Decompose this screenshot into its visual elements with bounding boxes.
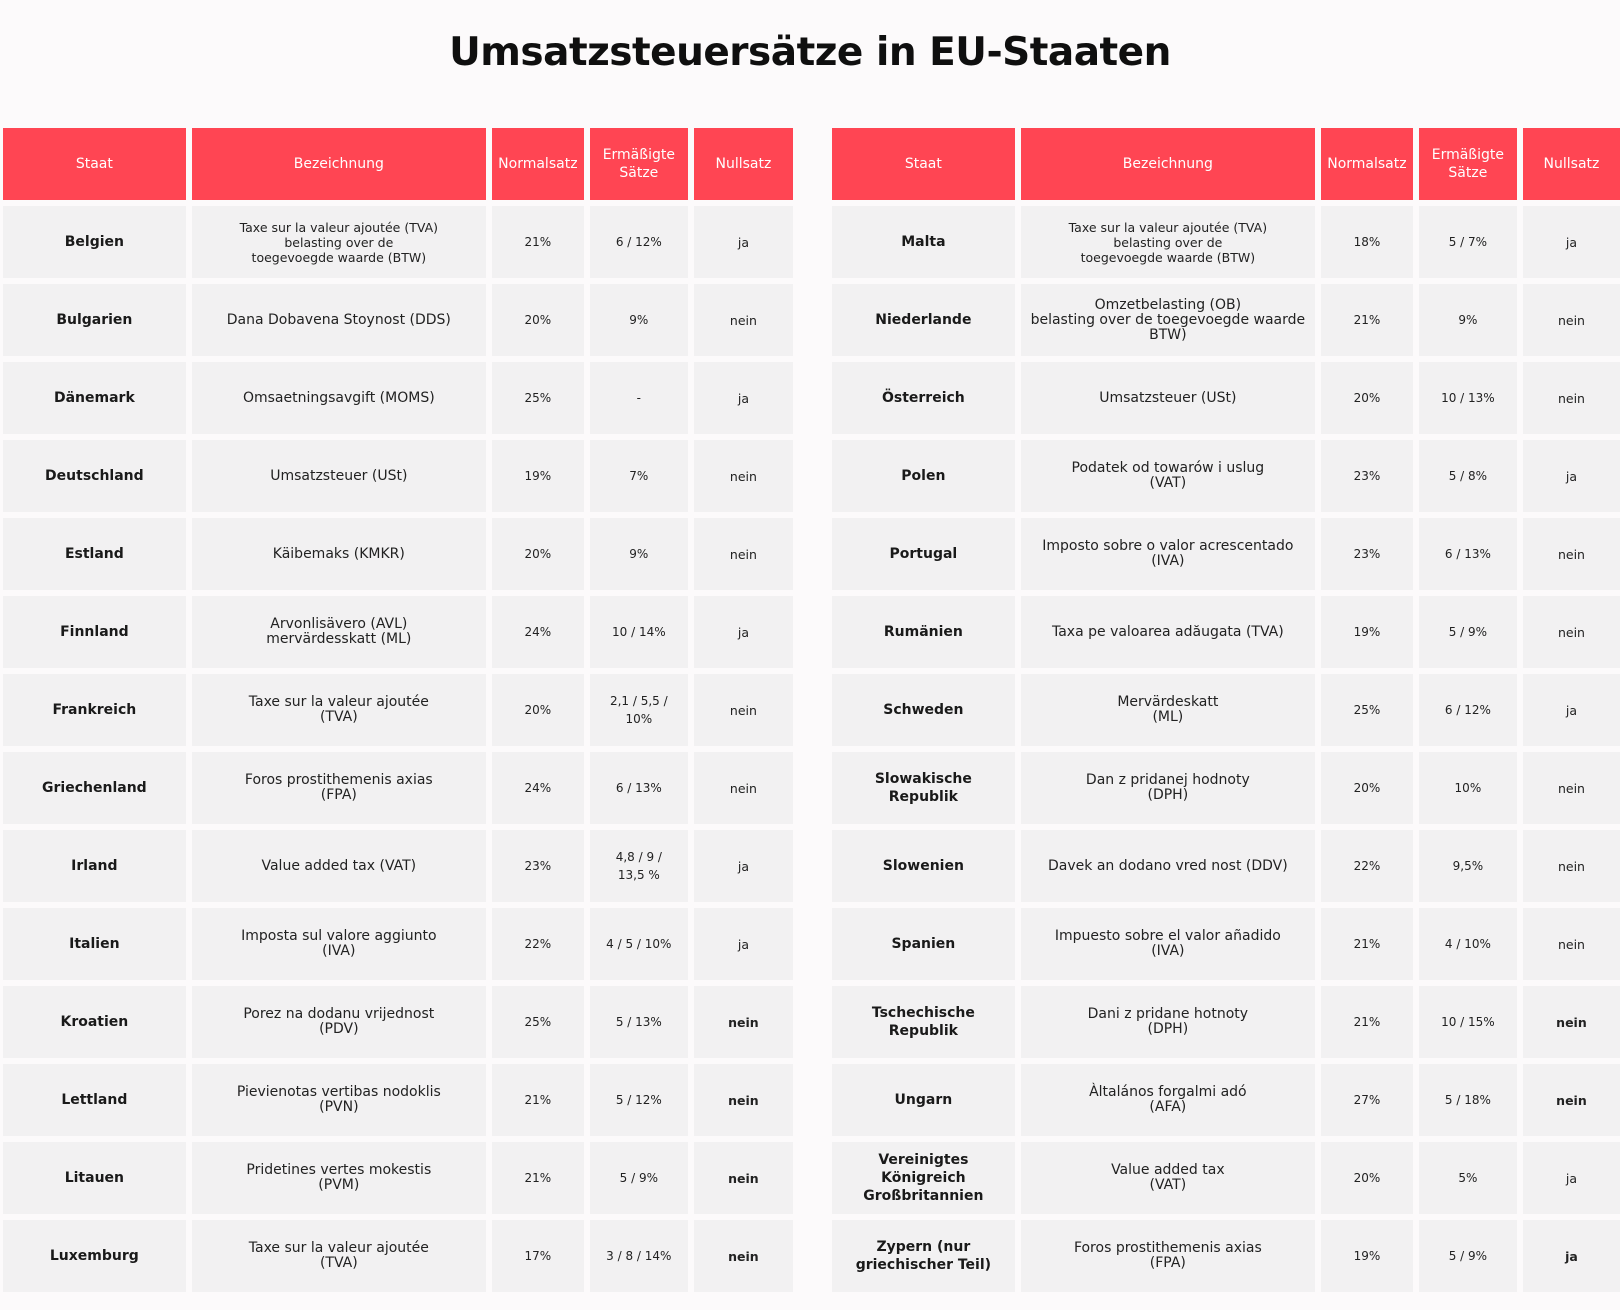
table-row [832, 674, 1620, 746]
cell-designation: Porez na dodanu vrijednost (PDV) [192, 986, 486, 1058]
cell-state: Luxemburg [3, 1220, 186, 1292]
table-body-left [3, 206, 793, 1292]
cell-zero-rate: ja [1523, 674, 1620, 746]
cell-reduced-rates: 10 / 15% [1419, 986, 1517, 1058]
table-row [3, 596, 793, 668]
cell-zero-rate: nein [694, 284, 793, 356]
cell-designation: Podatek od towarów i uslug (VAT) [1021, 440, 1315, 512]
cell-state: Dänemark [3, 362, 186, 434]
table-row [3, 440, 793, 512]
cell-standard-rate: 21% [492, 1142, 584, 1214]
cell-standard-rate: 23% [1321, 518, 1413, 590]
header-reduced-rates: Ermäßigte Sätze [590, 128, 688, 200]
table-row [3, 674, 793, 746]
cell-reduced-rates: 4 / 10% [1419, 908, 1517, 980]
cell-designation: Taxe sur la valeur ajoutée (TVA) belasting over de toegevoegde waarde (BTW) [192, 206, 486, 278]
cell-state: Niederlande [832, 284, 1015, 356]
cell-standard-rate: 25% [1321, 674, 1413, 746]
table-row [3, 986, 793, 1058]
cell-reduced-rates: 5 / 9% [1419, 1220, 1517, 1292]
cell-designation: Foros prostithemenis axias (FPA) [1021, 1220, 1315, 1292]
cell-reduced-rates: 5% [1419, 1142, 1517, 1214]
cell-state: Belgien [3, 206, 186, 278]
cell-standard-rate: 20% [1321, 752, 1413, 824]
cell-zero-rate: nein [1523, 1064, 1620, 1136]
table-row [832, 1142, 1620, 1214]
cell-reduced-rates: 5 / 18% [1419, 1064, 1517, 1136]
cell-standard-rate: 20% [492, 518, 584, 590]
cell-standard-rate: 24% [492, 752, 584, 824]
cell-designation: Taxe sur la valeur ajoutée (TVA) [192, 674, 486, 746]
table-row [832, 440, 1620, 512]
cell-zero-rate: nein [1523, 830, 1620, 902]
header-state: Staat [3, 128, 186, 200]
cell-reduced-rates: - [590, 362, 688, 434]
cell-standard-rate: 21% [1321, 986, 1413, 1058]
cell-zero-rate: nein [1523, 596, 1620, 668]
cell-designation: Davek an dodano vred nost (DDV) [1021, 830, 1315, 902]
cell-state: Irland [3, 830, 186, 902]
cell-state: Kroatien [3, 986, 186, 1058]
cell-designation: Käibemaks (KMKR) [192, 518, 486, 590]
cell-designation: Dana Dobavena Stoynost (DDS) [192, 284, 486, 356]
cell-reduced-rates: 10% [1419, 752, 1517, 824]
cell-state: Schweden [832, 674, 1015, 746]
cell-reduced-rates: 6 / 12% [1419, 674, 1517, 746]
cell-standard-rate: 25% [492, 986, 584, 1058]
cell-zero-rate: nein [1523, 284, 1620, 356]
cell-reduced-rates: 5 / 7% [1419, 206, 1517, 278]
cell-state: Malta [832, 206, 1015, 278]
cell-zero-rate: nein [694, 752, 793, 824]
cell-state: Polen [832, 440, 1015, 512]
cell-designation: Mervärdeskatt (ML) [1021, 674, 1315, 746]
header-standard-rate: Normalsatz [1321, 128, 1413, 200]
cell-reduced-rates: 6 / 12% [590, 206, 688, 278]
cell-zero-rate: nein [694, 674, 793, 746]
header-standard-rate: Normalsatz [492, 128, 584, 200]
cell-state: Griechenland [3, 752, 186, 824]
cell-standard-rate: 25% [492, 362, 584, 434]
cell-standard-rate: 17% [492, 1220, 584, 1292]
cell-designation: Imposto sobre o valor acrescentado (IVA) [1021, 518, 1315, 590]
cell-zero-rate: nein [1523, 986, 1620, 1058]
cell-designation: Value added tax (VAT) [192, 830, 486, 902]
cell-zero-rate: nein [694, 1142, 793, 1214]
cell-reduced-rates: 4 / 5 / 10% [590, 908, 688, 980]
vat-table-left [0, 122, 799, 1298]
cell-zero-rate: ja [694, 908, 793, 980]
cell-state: Zypern (nur griechischer Teil) [832, 1220, 1015, 1292]
cell-zero-rate: nein [694, 440, 793, 512]
cell-state: Lettland [3, 1064, 186, 1136]
table-row [3, 206, 793, 278]
cell-reduced-rates: 2,1 / 5,5 / 10% [590, 674, 688, 746]
cell-reduced-rates: 6 / 13% [590, 752, 688, 824]
cell-standard-rate: 21% [1321, 284, 1413, 356]
cell-state: Estland [3, 518, 186, 590]
cell-state: Deutschland [3, 440, 186, 512]
cell-state: Slowakische Republik [832, 752, 1015, 824]
header-zero-rate: Nullsatz [694, 128, 793, 200]
table-row [832, 1220, 1620, 1292]
cell-reduced-rates: 10 / 13% [1419, 362, 1517, 434]
cell-state: Litauen [3, 1142, 186, 1214]
cell-standard-rate: 20% [1321, 362, 1413, 434]
table-row [832, 518, 1620, 590]
cell-zero-rate: ja [1523, 440, 1620, 512]
cell-reduced-rates: 5 / 8% [1419, 440, 1517, 512]
table-row [832, 284, 1620, 356]
cell-designation: Umsatzsteuer (USt) [1021, 362, 1315, 434]
cell-reduced-rates: 5 / 12% [590, 1064, 688, 1136]
cell-designation: Impuesto sobre el valor añadido (IVA) [1021, 908, 1315, 980]
table-row [3, 362, 793, 434]
cell-standard-rate: 21% [492, 1064, 584, 1136]
cell-standard-rate: 27% [1321, 1064, 1413, 1136]
table-row [3, 752, 793, 824]
cell-state: Finnland [3, 596, 186, 668]
cell-standard-rate: 24% [492, 596, 584, 668]
cell-reduced-rates: 5 / 9% [1419, 596, 1517, 668]
cell-designation: Dani z pridane hotnoty (DPH) [1021, 986, 1315, 1058]
cell-designation: Imposta sul valore aggiunto (IVA) [192, 908, 486, 980]
cell-reduced-rates: 5 / 9% [590, 1142, 688, 1214]
cell-zero-rate: nein [694, 518, 793, 590]
cell-zero-rate: nein [694, 986, 793, 1058]
cell-zero-rate: nein [1523, 518, 1620, 590]
header-designation: Bezeichnung [1021, 128, 1315, 200]
cell-standard-rate: 19% [492, 440, 584, 512]
cell-standard-rate: 19% [1321, 1220, 1413, 1292]
cell-reduced-rates: 9% [1419, 284, 1517, 356]
table-row [832, 908, 1620, 980]
cell-state: Österreich [832, 362, 1015, 434]
header-state: Staat [832, 128, 1015, 200]
cell-state: Slowenien [832, 830, 1015, 902]
cell-standard-rate: 18% [1321, 206, 1413, 278]
cell-zero-rate: ja [1523, 206, 1620, 278]
cell-designation: Taxe sur la valeur ajoutée (TVA) [192, 1220, 486, 1292]
cell-zero-rate: ja [694, 830, 793, 902]
table-row [3, 1064, 793, 1136]
cell-zero-rate: ja [1523, 1142, 1620, 1214]
cell-zero-rate: nein [694, 1220, 793, 1292]
table-row [832, 986, 1620, 1058]
cell-designation: Umsatzsteuer (USt) [192, 440, 486, 512]
page-title: Umsatzsteuersätze in EU-Staaten [449, 30, 1171, 75]
table-header-row [3, 128, 793, 200]
table-row [3, 830, 793, 902]
table-row [3, 518, 793, 590]
cell-state: Bulgarien [3, 284, 186, 356]
table-body-right [832, 206, 1620, 1292]
cell-standard-rate: 20% [492, 674, 584, 746]
cell-state: Ungarn [832, 1064, 1015, 1136]
cell-state: Tschechische Republik [832, 986, 1015, 1058]
cell-designation: Pridetines vertes mokestis (PVM) [192, 1142, 486, 1214]
table-row [3, 1220, 793, 1292]
table-header-row [832, 128, 1620, 200]
cell-reduced-rates: 9,5% [1419, 830, 1517, 902]
cell-designation: Taxe sur la valeur ajoutée (TVA) belasting over de toegevoegde waarde (BTW) [1021, 206, 1315, 278]
cell-designation: Àltalános forgalmi adó (AFA) [1021, 1064, 1315, 1136]
cell-state: Spanien [832, 908, 1015, 980]
cell-reduced-rates: 7% [590, 440, 688, 512]
cell-standard-rate: 19% [1321, 596, 1413, 668]
cell-designation: Dan z pridanej hodnoty (DPH) [1021, 752, 1315, 824]
cell-reduced-rates: 10 / 14% [590, 596, 688, 668]
cell-state: Vereinigtes Königreich Großbritannien [832, 1142, 1015, 1214]
cell-state: Rumänien [832, 596, 1015, 668]
cell-reduced-rates: 5 / 13% [590, 986, 688, 1058]
cell-zero-rate: ja [1523, 1220, 1620, 1292]
cell-zero-rate: nein [1523, 752, 1620, 824]
cell-designation: Value added tax (VAT) [1021, 1142, 1315, 1214]
table-row [832, 596, 1620, 668]
table-row [832, 362, 1620, 434]
cell-reduced-rates: 9% [590, 518, 688, 590]
cell-designation: Omzetbelasting (OB) belasting over de toegevoegde waarde BTW) [1021, 284, 1315, 356]
cell-state: Italien [3, 908, 186, 980]
cell-zero-rate: nein [694, 1064, 793, 1136]
header-reduced-rates: Ermäßigte Sätze [1419, 128, 1517, 200]
cell-reduced-rates: 6 / 13% [1419, 518, 1517, 590]
header-zero-rate: Nullsatz [1523, 128, 1620, 200]
table-row [3, 284, 793, 356]
cell-zero-rate: ja [694, 206, 793, 278]
cell-designation: Arvonlisävero (AVL) mervärdesskatt (ML) [192, 596, 486, 668]
table-row [3, 1142, 793, 1214]
table-row [3, 908, 793, 980]
cell-standard-rate: 20% [492, 284, 584, 356]
cell-zero-rate: ja [694, 596, 793, 668]
cell-standard-rate: 22% [1321, 830, 1413, 902]
cell-standard-rate: 21% [492, 206, 584, 278]
cell-designation: Omsaetningsavgift (MOMS) [192, 362, 486, 434]
cell-state: Frankreich [3, 674, 186, 746]
cell-state: Portugal [832, 518, 1015, 590]
cell-zero-rate: ja [694, 362, 793, 434]
cell-reduced-rates: 4,8 / 9 / 13,5 % [590, 830, 688, 902]
cell-standard-rate: 23% [1321, 440, 1413, 512]
cell-designation: Pievienotas vertibas nodoklis (PVN) [192, 1064, 486, 1136]
cell-standard-rate: 22% [492, 908, 584, 980]
table-row [832, 752, 1620, 824]
cell-reduced-rates: 9% [590, 284, 688, 356]
table-row [832, 206, 1620, 278]
cell-zero-rate: nein [1523, 362, 1620, 434]
cell-designation: Foros prostithemenis axias (FPA) [192, 752, 486, 824]
cell-zero-rate: nein [1523, 908, 1620, 980]
vat-table-right [826, 122, 1620, 1298]
cell-standard-rate: 21% [1321, 908, 1413, 980]
table-row [832, 830, 1620, 902]
header-designation: Bezeichnung [192, 128, 486, 200]
table-row [832, 1064, 1620, 1136]
cell-standard-rate: 23% [492, 830, 584, 902]
cell-standard-rate: 20% [1321, 1142, 1413, 1214]
cell-reduced-rates: 3 / 8 / 14% [590, 1220, 688, 1292]
cell-designation: Taxa pe valoarea adăugata (TVA) [1021, 596, 1315, 668]
